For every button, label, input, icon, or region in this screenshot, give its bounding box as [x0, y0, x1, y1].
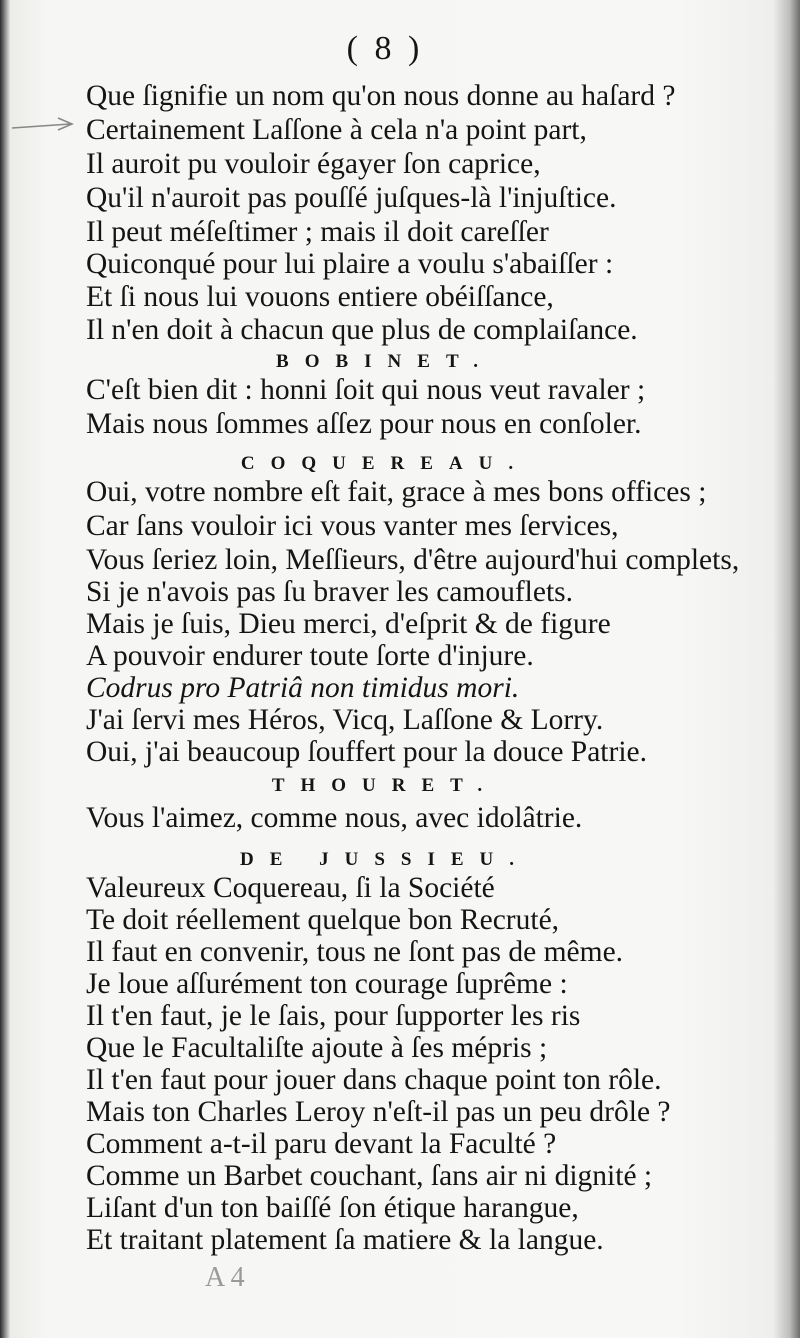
verse-line: Que ſignifie un nom qu'on nous donne au haſard ? [86, 80, 676, 112]
verse-line: J'ai ſervi mes Héros, Vicq, Laſſone & Lorry. [86, 704, 604, 736]
verse-line: Mais ton Charles Leroy n'eſt-il pas un peu drôle ? [86, 1096, 671, 1128]
verse-line: Certainement Laſſone à cela n'a point part, [86, 114, 587, 146]
verse-line: Oui, j'ai beaucoup ſouffert pour la douce Patrie. [86, 736, 647, 768]
verse-line: Oui, votre nombre eſt fait, grace à mes bons offices ; [86, 476, 707, 508]
speaker-name: DE JUSSIEU. [239, 849, 531, 870]
verse-line: Car ſans vouloir ici vous vanter mes ſervices, [86, 510, 619, 542]
margin-arrow-mark [10, 110, 80, 140]
verse-line: Que le Facultaliſte ajoute à ſes mépris ; [86, 1032, 548, 1064]
verse-line-latin: Codrus pro Patriâ non timidus mori. [86, 672, 520, 704]
verse-line: Il faut en convenir, tous ne ſont pas de même. [86, 936, 624, 968]
speaker-name: THOURET. [271, 775, 499, 796]
page-right-edge [774, 0, 800, 1338]
verse-line: Il t'en faut pour jouer dans chaque point ton rôle. [86, 1064, 662, 1096]
verse-line: Te doit réellement quelque bon Recruté, [86, 904, 560, 936]
verse-line: Et ſi nous lui vouons entiere obéiſſance, [86, 281, 554, 313]
page-number: ( 8 ) [346, 30, 424, 67]
verse-line: Mais nous ſommes aſſez pour nous en conſoler. [86, 408, 642, 440]
verse-line: A pouvoir endurer toute ſorte d'injure. [86, 640, 534, 672]
speaker-name: COQUEREAU. [240, 453, 530, 474]
verse-line: Si je n'avois pas ſu braver les camouflets. [86, 576, 574, 608]
verse-line: Comment a-t-il paru devant la Faculté ? [86, 1128, 557, 1160]
verse-line: Vous ſeriez loin, Meſſieurs, d'être aujourd'hui complets, [86, 544, 740, 576]
verse-line: Il t'en faut, je le ſais, pour ſupporter les ris [86, 1000, 581, 1032]
verse-line: Et traitant platement ſa matiere & la langue. [86, 1224, 604, 1256]
verse-line: Je loue aſſurément ton courage ſuprême : [86, 968, 568, 1000]
page-left-edge [0, 0, 10, 1338]
verse-line: Qu'il n'auroit pas pouſſé juſques-là l'injuſtice. [86, 182, 617, 214]
verse-line: C'eſt bien dit : honni ſoit qui nous veut ravaler ; [86, 374, 646, 406]
speaker-name: BOBINET. [276, 351, 494, 372]
verse-line: Il n'en doit à chacun que plus de complaiſance. [86, 314, 638, 346]
verse-line: Quiconqué pour lui plaire a voulu s'abaiſſer : [86, 248, 614, 280]
signature-mark: A 4 [205, 1262, 245, 1293]
verse-line: Valeureux Coquereau, ſi la Société [86, 872, 495, 904]
verse-line: Comme un Barbet couchant, ſans air ni dignité ; [86, 1160, 653, 1192]
verse-line: Il auroit pu vouloir égayer ſon caprice, [86, 148, 541, 180]
verse-line: Il peut méſeſtimer ; mais il doit careſſer [86, 216, 549, 248]
verse-line: Vous l'aimez, comme nous, avec idolâtrie. [86, 802, 583, 834]
verse-line: Liſant d'un ton baiſſé ſon étique harangue, [86, 1192, 579, 1224]
verse-line: Mais je ſuis, Dieu merci, d'eſprit & de figure [86, 608, 611, 640]
